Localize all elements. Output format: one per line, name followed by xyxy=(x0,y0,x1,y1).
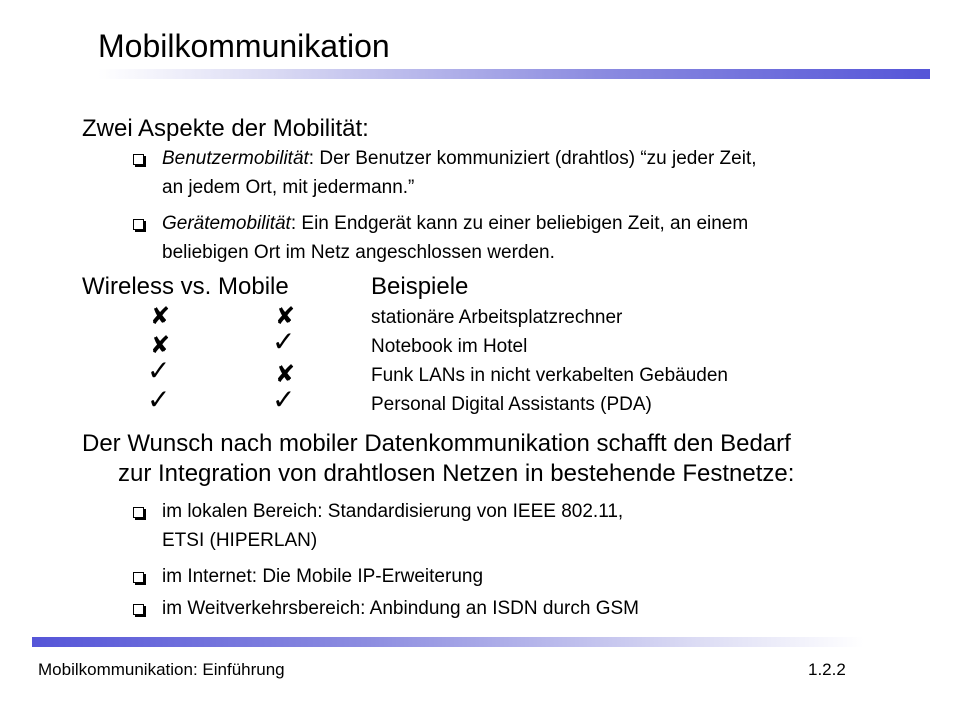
paragraph-line: Der Wunsch nach mobiler Datenkommunikation schafft den Bedarf xyxy=(82,430,791,457)
list-item-text: beliebigen Ort im Netz angeschlossen werden. xyxy=(162,242,555,263)
list-item-text: an jedem Ort, mit jedermann.” xyxy=(162,177,415,198)
list-item-text: im Internet: Die Mobile IP-Erweiterung xyxy=(162,566,484,587)
example-row: Notebook im Hotel xyxy=(371,336,528,357)
paragraph-line: zur Integration von drahtlosen Netzen in bestehende Festnetze: xyxy=(118,460,795,487)
bullet-square-icon xyxy=(133,572,144,583)
list-item-internet xyxy=(162,562,483,591)
list-item-text: ETSI (HIPERLAN) xyxy=(162,530,318,551)
term-user-mobility: Benutzermobilität xyxy=(162,148,309,169)
bullet-square-icon xyxy=(133,604,144,615)
example-row: stationäre Arbeitsplatzrechner xyxy=(371,307,623,328)
list-item-wide-area xyxy=(162,594,639,623)
list-item-device-mobility xyxy=(162,209,748,267)
footer-course-title: Mobilkommunikation: Einführung xyxy=(38,660,285,679)
heading-examples: Beispiele xyxy=(371,273,469,300)
cross-icon: ✘ xyxy=(150,302,171,330)
footer-slide-number: 1.2.2 xyxy=(808,660,846,679)
list-item-text: : Der Benutzer kommuniziert (drahtlos) “zu jeder Zeit, xyxy=(308,148,757,169)
term-device-mobility: Gerätemobilität xyxy=(162,213,291,234)
list-item-text: im lokalen Bereich: Standardisierung von IEEE 802.11, xyxy=(162,501,624,522)
section-heading-mobility-aspects: Zwei Aspekte der Mobilität: xyxy=(82,115,369,142)
checkmark-icon: ✓ xyxy=(147,383,171,416)
heading-wireless-vs-mobile: Wireless vs. Mobile xyxy=(82,273,289,300)
checkmark-icon: ✓ xyxy=(272,325,296,358)
bullet-square-icon xyxy=(133,154,144,165)
slide-title: Mobilkommunikation xyxy=(98,28,390,64)
checkmark-icon: ✓ xyxy=(272,383,296,416)
list-item-text: : Ein Endgerät kann zu einer beliebigen Zeit, an einem xyxy=(290,213,749,234)
list-item-text: im Weitverkehrsbereich: Anbindung an ISDN durch GSM xyxy=(162,598,639,619)
checkmark-icon: ✓ xyxy=(147,354,171,387)
footer-divider-bar xyxy=(32,637,864,647)
title-underline-bar xyxy=(98,69,930,79)
list-item-user-mobility xyxy=(162,144,757,202)
cross-icon: ✘ xyxy=(150,331,171,359)
bullet-square-icon xyxy=(133,507,144,518)
cross-icon: ✘ xyxy=(275,360,296,388)
example-row: Personal Digital Assistants (PDA) xyxy=(371,394,652,415)
list-item-local-area xyxy=(162,497,623,555)
bullet-square-icon xyxy=(133,219,144,230)
example-row: Funk LANs in nicht verkabelten Gebäuden xyxy=(371,365,728,386)
cross-icon: ✘ xyxy=(275,302,296,330)
